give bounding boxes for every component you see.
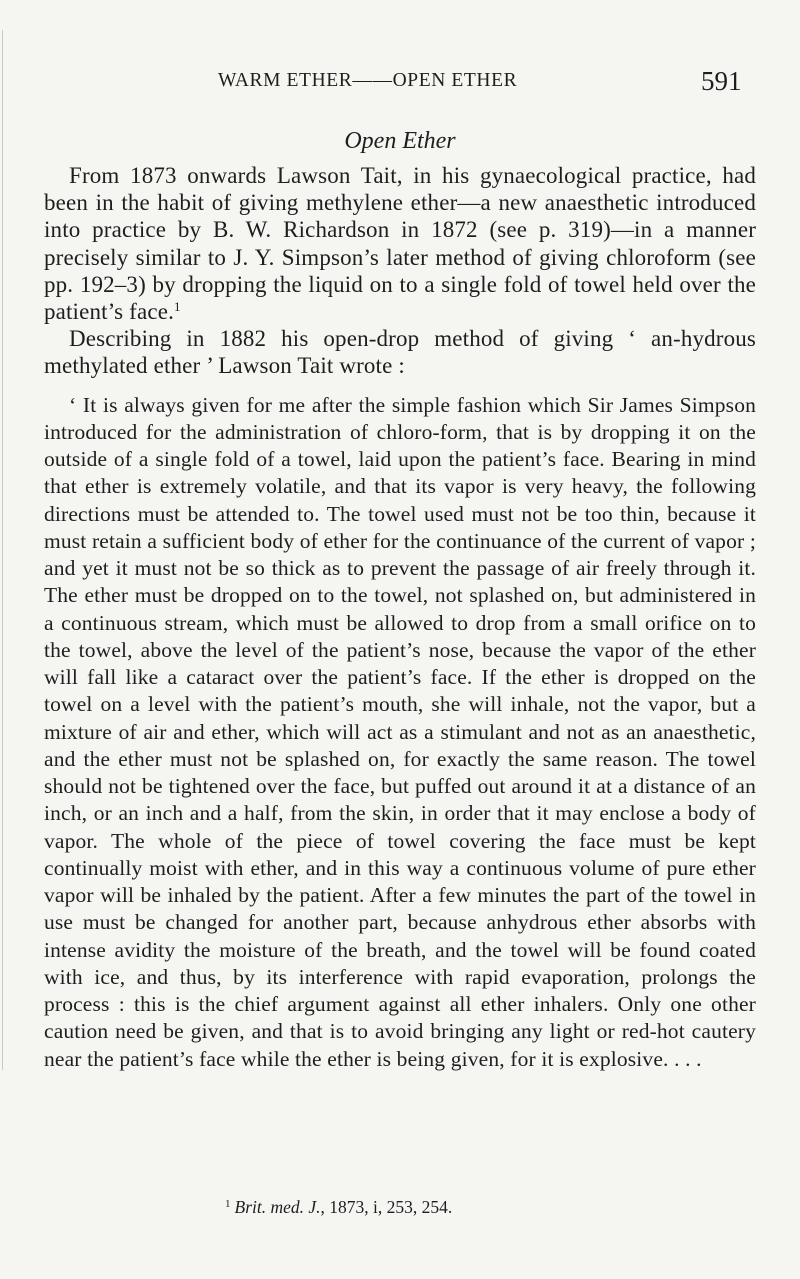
page-header (0, 66, 800, 106)
footnote-citation: , 1873, i, 253, 254. (320, 1197, 453, 1217)
page-number: 591 (701, 66, 742, 96)
footnote (225, 1197, 452, 1218)
page-edge-line (2, 30, 3, 1070)
footnote-reference: 1 (173, 299, 181, 315)
paragraph-1-text: From 1873 onwards Lawson Tait, in his gynaecological practice, had been in the habit of giving methylene ether—a new anaesthetic introduced into practice by B. W. Richardson in 1872 (see p. 319)—in a manner precisely similar to J. Y. Simpson’s later method of giving chloroform (see pp. 192–3) by dropping the liquid on to a single fold of towel held over the patient’s face. (44, 163, 756, 325)
body-text (44, 162, 756, 1073)
running-head: WARM ETHER——OPEN ETHER (218, 70, 518, 91)
paragraph-1 (44, 162, 756, 325)
paragraph-2: Describing in 1882 his open-drop method of giving ‘ an-hydrous methylated ether ’ Lawson Tait wrote : (44, 326, 756, 379)
section-title: Open Ether (344, 128, 456, 154)
footnote-journal: Brit. med. J. (234, 1197, 321, 1217)
block-quote: ‘ It is always given for me after the simple fashion which Sir James Simpson introduced for the administration of chloro-form, that is by dropping it on the outside of a single fold of a towel, laid upon the patient’s face. Bearing in mind that ether is extremely volatile, and that its vapor is very heavy, the following directions must be attended to. The towel used must not be too thin, because it must retain a sufficient body of ether for the continuance of the current of vapor ; and yet it must not be so thick as to prevent the passage of air freely through it. The ether must be dropped on to the towel, not splashed on, but administered in a continuous stream, which must be allowed to drop from a small orifice on to the towel, above the level of the patient’s nose, because the vapor of the ether will fall like a cataract over the patient’s face. If the ether is dropped on the towel on a level with the patient’s mouth, she will inhale, not the vapor, but a mixture of air and ether, which will act as a stimulant and not as an anaesthetic, and the ether must not be splashed on, for exactly the same reason. The towel should not be tightened over the face, but puffed out around it at a distance of an inch, or an inch and a half, from the skin, in order that it may enclose a body of vapor. The whole of the piece of towel covering the face must be kept continually moist with ether, and in this way a continuous volume of pure ether vapor will be inhaled by the patient. After a few minutes the part of the towel in use must be changed for another part, because anhydrous ether absorbs with intense avidity the moisture of the breath, and the towel will be found coated with ice, and thus, by its interference with rapid evaporation, prolongs the process : this is the chief argument against all ether inhalers. Only one other caution need be given, and that is to avoid bringing any light or red-hot cautery near the patient’s face while the ether is being given, for it is explosive. . . . (44, 392, 756, 1071)
footnote-mark: 1 (225, 1198, 231, 1210)
